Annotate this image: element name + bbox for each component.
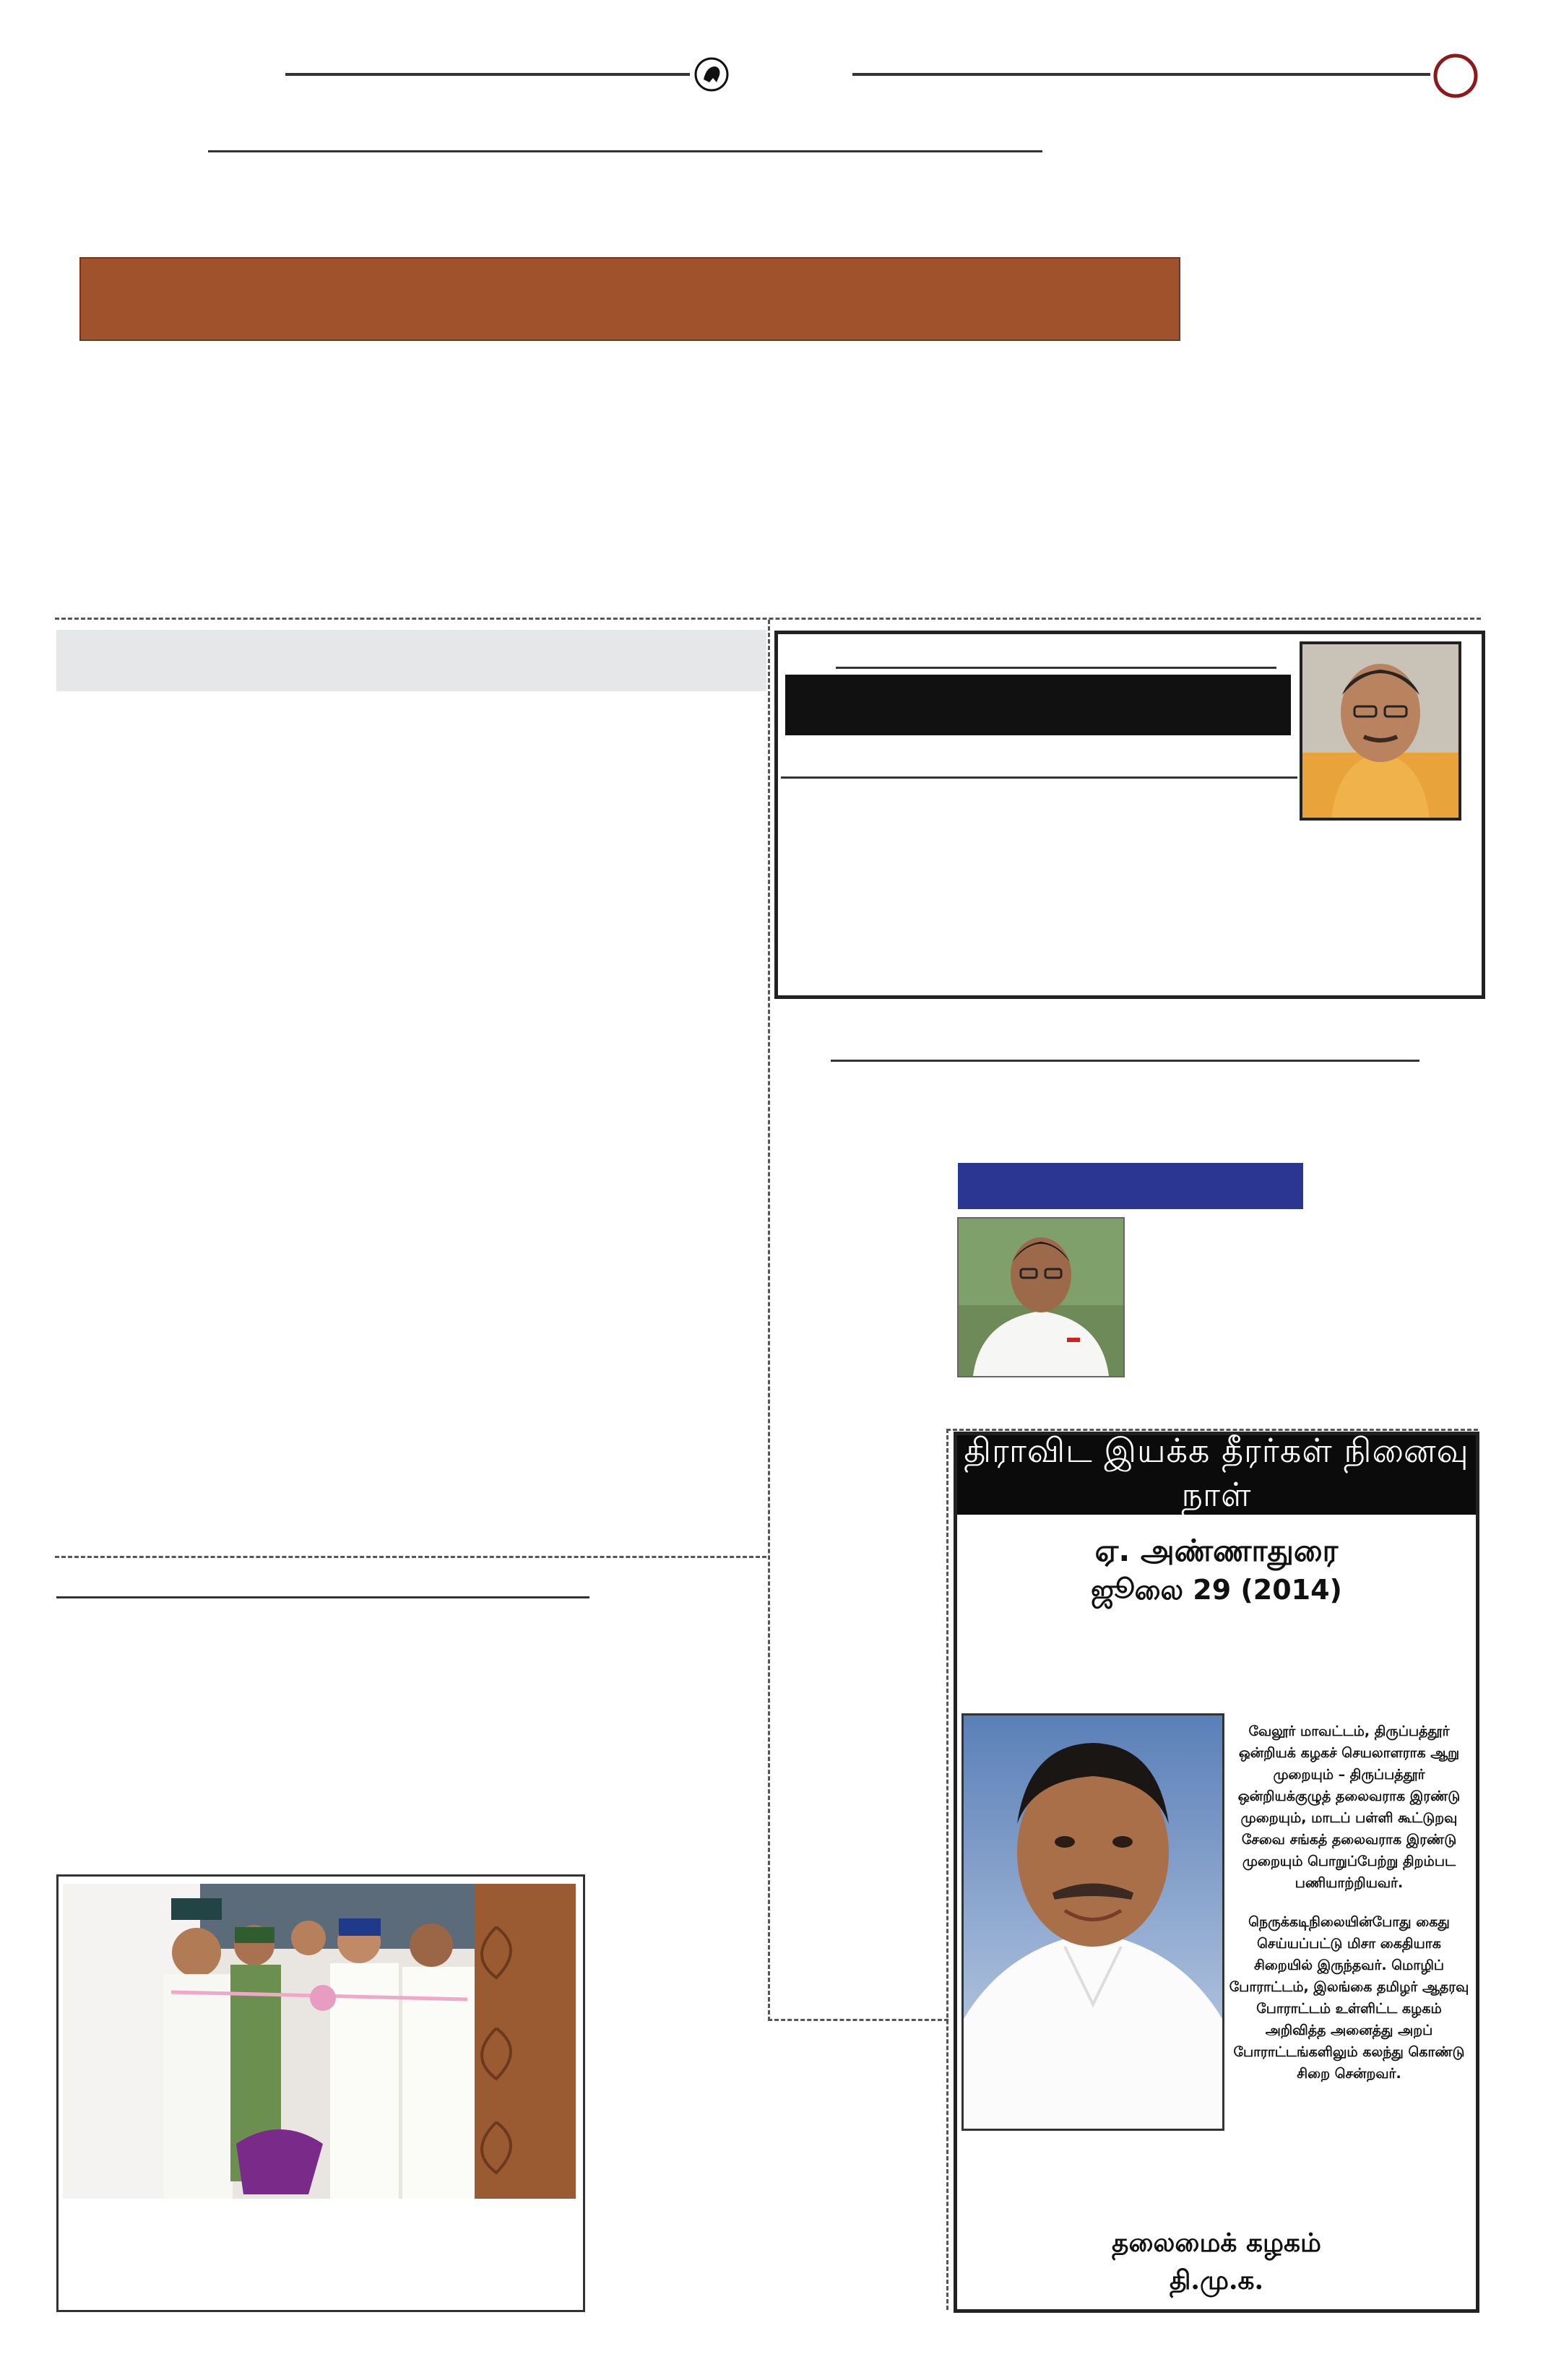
feature-box <box>774 631 1485 999</box>
left-article2-underline <box>56 1596 589 1598</box>
memorial-dash-left <box>946 1429 948 2310</box>
memorial-footer <box>957 2224 1476 2299</box>
memorial-footer-line2: தி.மு.க. <box>1169 2265 1264 2295</box>
circle-page-marker-icon <box>1432 52 1479 100</box>
memorial-name: ஏ. அண்ணாதுரை <box>1094 1533 1339 1568</box>
memorial-bio-paragraph-2: நெருக்கடிநிலையின்போது கைது செய்யப்பட்டு மிசா கைதியாக சிறையில் இருந்தவர். மொழிப் போராட்டம், இலங்கை தமிழர் ஆதரவு போராட்டம் உள்ளிட்ட கழகம் அறிவித்த அனைத்து அறப் போராட்டங்களிலும் கலந்து கொண்டு சிறை சென்றவர். <box>1229 1914 1469 2082</box>
headline-bar <box>79 257 1180 341</box>
memorial-banner: திராவிட இயக்க தீரர்கள் நினைவு நாள் <box>957 1435 1476 1515</box>
column-divider <box>768 620 770 2021</box>
left-article-heading-band <box>56 630 766 691</box>
party-logo-icon <box>693 56 730 92</box>
header-rule-right <box>852 73 1430 76</box>
left-article-divider <box>55 1556 766 1558</box>
memorial-portrait-photo <box>961 1713 1224 2131</box>
feature-box-bottom-rule <box>781 776 1297 779</box>
blue-label-bar <box>958 1163 1303 1209</box>
politician-small-photo <box>957 1217 1125 1377</box>
header-rule-left <box>285 73 690 76</box>
memorial-bio <box>1228 1721 1470 2102</box>
memorial-date: ஜூலை 29 (2014) <box>1091 1574 1342 1606</box>
right-article-underline <box>831 1060 1419 1062</box>
ribbon-cutting-photo-frame <box>56 1874 585 2312</box>
memorial-footer-line1: தலைமைக் கழகம் <box>1112 2228 1321 2258</box>
politician-portrait-photo <box>1300 641 1461 821</box>
section-title-underline <box>208 150 1042 152</box>
memorial-dash-join <box>768 2019 948 2021</box>
feature-box-title-bar <box>785 675 1291 735</box>
memorial-notice <box>954 1432 1479 2313</box>
ribbon-cutting-photo <box>63 1884 576 2199</box>
feature-box-top-rule <box>836 667 1276 669</box>
memorial-bio-paragraph-1: வேலூர் மாவட்டம், திருப்பத்தூர் ஒன்றியக் கழகச் செயலாளராக ஆறு முறையும் – திருப்பத்தூர் ஒன்றியக்குழுத் தலைவராக இரண்டு முறையும், மாடப் பள்ளி கூட்டுறவு சேவை சங்கத் தலைவராக இரண்டு முறையும் பொறுப்பேற்று திறம்பட பணியாற்றியவர். <box>1237 1723 1461 1891</box>
